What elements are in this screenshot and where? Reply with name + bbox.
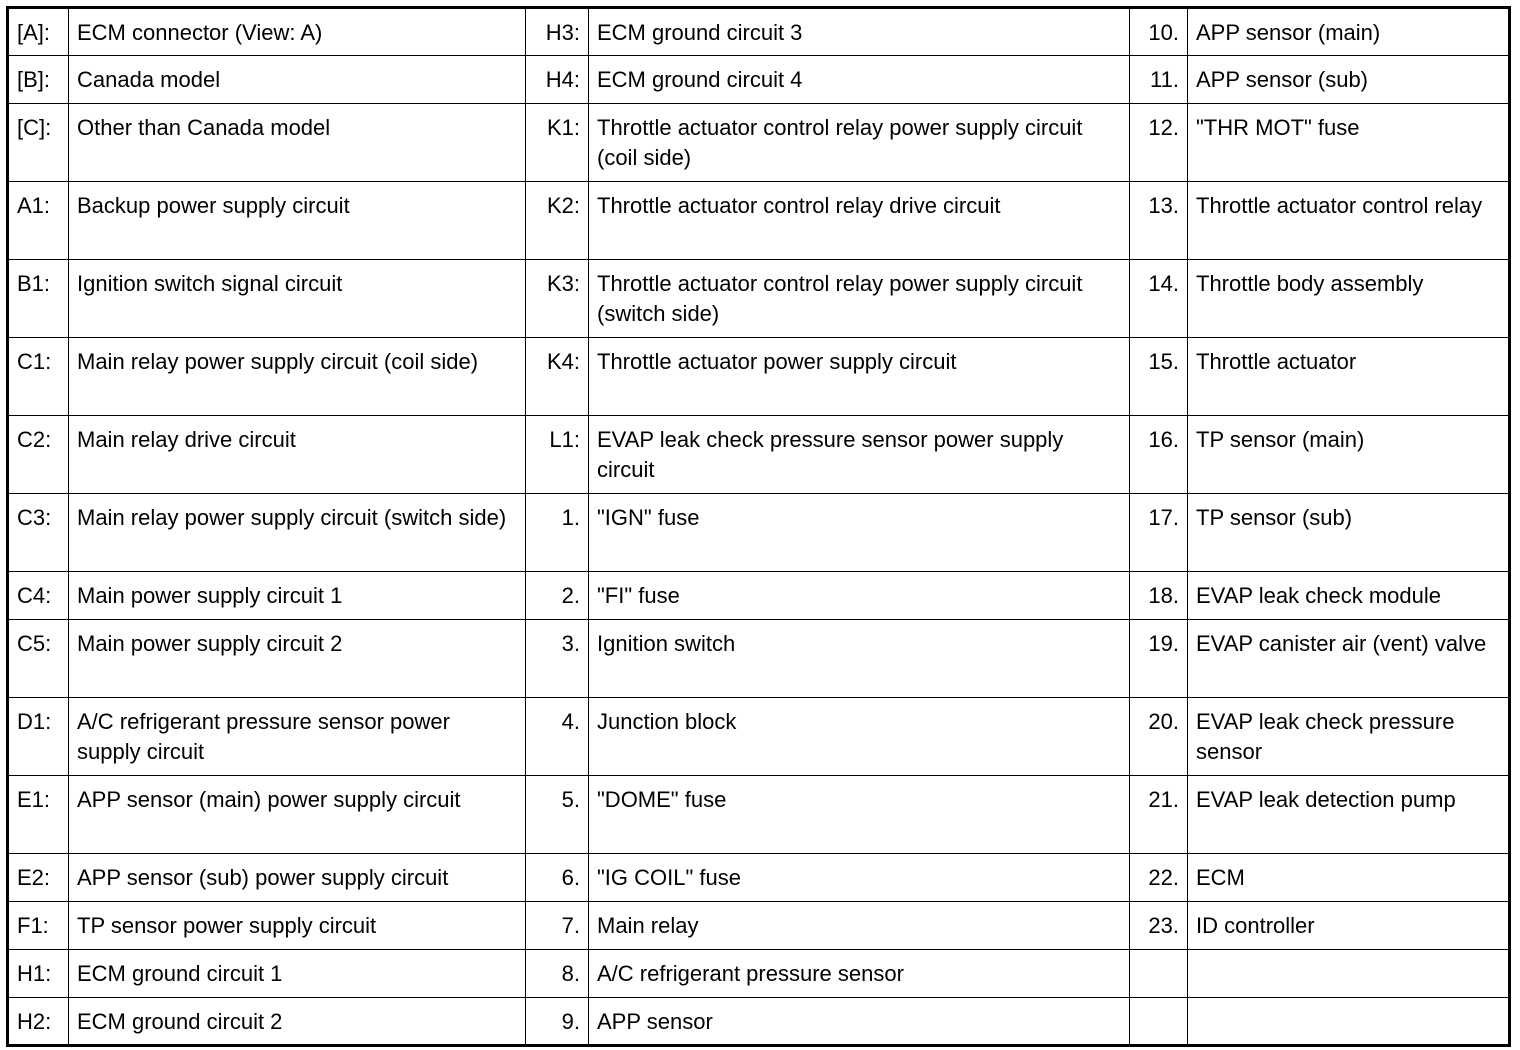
legend-description: "DOME" fuse [589,776,1130,854]
legend-table [6,6,1511,1047]
legend-code: 3. [526,620,589,698]
legend-description: A/C refrigerant pressure sensor [589,950,1130,998]
table-row [8,104,1510,182]
legend-code: K4: [526,338,589,416]
legend-code: K2: [526,182,589,260]
legend-code: 10. [1130,8,1188,56]
legend-description-empty [1188,950,1510,998]
table-row [8,854,1510,902]
legend-code: 15. [1130,338,1188,416]
legend-description: A/C refrigerant pressure sensor power supply circuit [69,698,526,776]
legend-description: ECM ground circuit 2 [69,998,526,1046]
legend-code: 23. [1130,902,1188,950]
legend-code: 2. [526,572,589,620]
table-row [8,698,1510,776]
legend-description: Other than Canada model [69,104,526,182]
legend-code: F1: [8,902,69,950]
table-row [8,902,1510,950]
legend-description: TP sensor power supply circuit [69,902,526,950]
legend-code: [A]: [8,8,69,56]
legend-code: 6. [526,854,589,902]
legend-code: 18. [1130,572,1188,620]
legend-code: [C]: [8,104,69,182]
legend-code: C3: [8,494,69,572]
table-row [8,416,1510,494]
table-row [8,776,1510,854]
legend-description: ID controller [1188,902,1510,950]
legend-code: 22. [1130,854,1188,902]
legend-code: D1: [8,698,69,776]
table-row [8,620,1510,698]
legend-code: 1. [526,494,589,572]
legend-code: K1: [526,104,589,182]
legend-code: B1: [8,260,69,338]
legend-description: Throttle actuator control relay power supply circuit (switch side) [589,260,1130,338]
legend-description: Main relay drive circuit [69,416,526,494]
legend-description: Throttle actuator control relay [1188,182,1510,260]
legend-code: 16. [1130,416,1188,494]
legend-description-empty [1188,998,1510,1046]
legend-code: C4: [8,572,69,620]
legend-description: Throttle actuator [1188,338,1510,416]
legend-code: 13. [1130,182,1188,260]
legend-description: ECM ground circuit 4 [589,56,1130,104]
table-row [8,260,1510,338]
legend-code: 8. [526,950,589,998]
legend-code: 4. [526,698,589,776]
legend-code: 7. [526,902,589,950]
legend-description: ECM ground circuit 3 [589,8,1130,56]
legend-description: ECM ground circuit 1 [69,950,526,998]
legend-description: Junction block [589,698,1130,776]
legend-description: TP sensor (main) [1188,416,1510,494]
legend-description: Main power supply circuit 1 [69,572,526,620]
legend-code: L1: [526,416,589,494]
legend-description: "FI" fuse [589,572,1130,620]
legend-code-empty [1130,950,1188,998]
legend-code: H3: [526,8,589,56]
legend-code: H1: [8,950,69,998]
legend-code: 19. [1130,620,1188,698]
legend-description: Main power supply circuit 2 [69,620,526,698]
legend-description: EVAP leak detection pump [1188,776,1510,854]
legend-description: Main relay power supply circuit (coil side) [69,338,526,416]
legend-description: EVAP leak check pressure sensor [1188,698,1510,776]
legend-description: Throttle actuator control relay power supply circuit (coil side) [589,104,1130,182]
legend-code: 20. [1130,698,1188,776]
legend-code: 12. [1130,104,1188,182]
legend-code: H4: [526,56,589,104]
legend-description: Throttle body assembly [1188,260,1510,338]
legend-code: 21. [1130,776,1188,854]
legend-code: 11. [1130,56,1188,104]
legend-description: Throttle actuator control relay drive circuit [589,182,1130,260]
legend-code: K3: [526,260,589,338]
table-row [8,338,1510,416]
legend-description: "IGN" fuse [589,494,1130,572]
table-row [8,182,1510,260]
legend-description: ECM connector (View: A) [69,8,526,56]
legend-description: EVAP leak check pressure sensor power supply circuit [589,416,1130,494]
table-row [8,8,1510,56]
legend-description: Main relay power supply circuit (switch side) [69,494,526,572]
legend-description: Ignition switch [589,620,1130,698]
legend-code: C1: [8,338,69,416]
legend-code-empty [1130,998,1188,1046]
table-row [8,56,1510,104]
legend-description: "THR MOT" fuse [1188,104,1510,182]
legend-description: APP sensor (sub) power supply circuit [69,854,526,902]
legend-description: Backup power supply circuit [69,182,526,260]
legend-description: Main relay [589,902,1130,950]
legend-code: 17. [1130,494,1188,572]
table-row [8,998,1510,1046]
legend-description: APP sensor (sub) [1188,56,1510,104]
legend-code: [B]: [8,56,69,104]
legend-description: "IG COIL" fuse [589,854,1130,902]
legend-description: ECM [1188,854,1510,902]
legend-description: APP sensor [589,998,1130,1046]
table-row [8,572,1510,620]
legend-code: 5. [526,776,589,854]
legend-description: EVAP canister air (vent) valve [1188,620,1510,698]
legend-code: 9. [526,998,589,1046]
legend-description: APP sensor (main) power supply circuit [69,776,526,854]
legend-description: Throttle actuator power supply circuit [589,338,1130,416]
legend-code: 14. [1130,260,1188,338]
table-row [8,950,1510,998]
table-row [8,494,1510,572]
legend-code: C2: [8,416,69,494]
legend-description: Ignition switch signal circuit [69,260,526,338]
legend-code: E1: [8,776,69,854]
legend-code: H2: [8,998,69,1046]
legend-code: A1: [8,182,69,260]
legend-description: EVAP leak check module [1188,572,1510,620]
legend-code: C5: [8,620,69,698]
legend-code: E2: [8,854,69,902]
legend-description: APP sensor (main) [1188,8,1510,56]
legend-description: Canada model [69,56,526,104]
legend-description: TP sensor (sub) [1188,494,1510,572]
